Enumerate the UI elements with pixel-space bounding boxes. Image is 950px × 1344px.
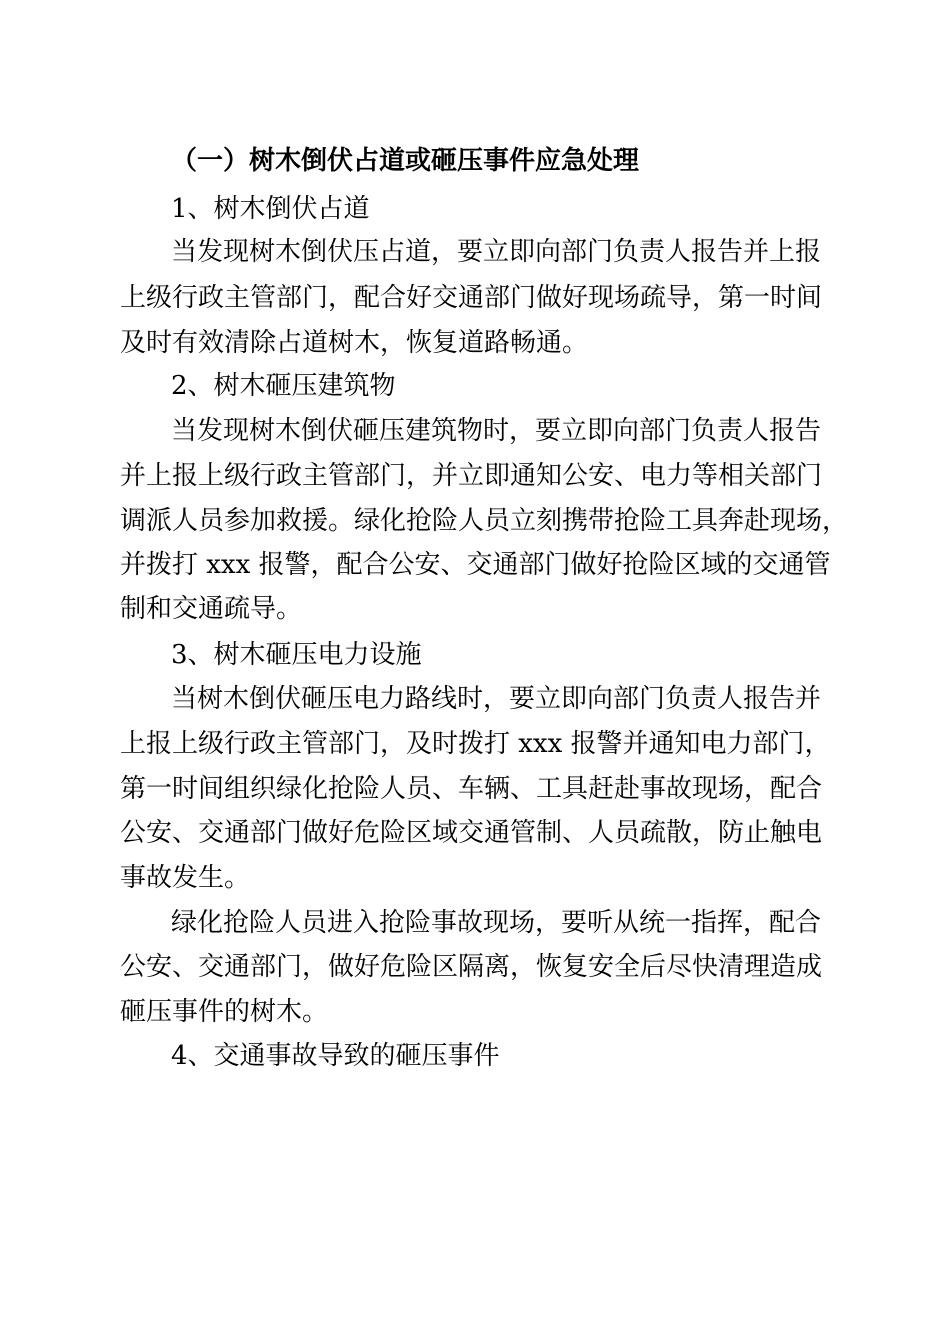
item2-paragraph-line-3: 调派人员参加救援。绿化抢险人员立刻携带抢险工具奔赴现场，: [120, 506, 849, 536]
section-heading: （一）树木倒伏占道或砸压事件应急处理: [171, 146, 640, 176]
item2-paragraph-line-1: 当发现树木倒伏砸压建筑物时，要立即向部门负责人报告: [171, 416, 822, 446]
item2-paragraph-line-5: 制和交通疏导。: [120, 594, 303, 624]
item2-title: 2、树木砸压建筑物: [171, 371, 396, 401]
item3-paragraph1-line-4: 公安、交通部门做好危险区域交通管制、人员疏散，防止触电: [120, 818, 823, 848]
item3-paragraph2-line-2: 公安、交通部门，做好危险区隔离，恢复安全后尽快清理造成: [120, 952, 823, 982]
item3-paragraph2-line-3: 砸压事件的树木。: [120, 997, 329, 1027]
item2-paragraph-line-4: 并拨打 xxx 报警，配合公安、交通部门做好抢险区域的交通管: [120, 550, 831, 580]
item1-paragraph-line-2: 上级行政主管部门，配合好交通部门做好现场疏导，第一时间: [120, 283, 823, 313]
item1-paragraph-line-1: 当发现树木倒伏压占道，要立即向部门负责人报告并上报: [171, 237, 822, 267]
item3-paragraph1-line-3: 第一时间组织绿化抢险人员、车辆、工具赶赴事故现场，配合: [120, 774, 823, 804]
item4-title: 4、交通事故导致的砸压事件: [171, 1041, 500, 1071]
item1-title: 1、树木倒伏占道: [171, 194, 370, 224]
item1-paragraph-line-3: 及时有效清除占道树木，恢复道路畅通。: [120, 328, 589, 358]
item3-paragraph2-line-1: 绿化抢险人员进入抢险事故现场，要听从统一指挥，配合: [171, 908, 822, 938]
item3-paragraph1-line-1: 当树木倒伏砸压电力路线时，要立即向部门负责人报告并: [171, 684, 822, 714]
item2-paragraph-line-2: 并上报上级行政主管部门，并立即通知公安、电力等相关部门: [120, 461, 823, 491]
item3-paragraph1-line-2: 上报上级行政主管部门，及时拨打 xxx 报警并通知电力部门，: [120, 729, 831, 759]
item3-title: 3、树木砸压电力设施: [171, 640, 422, 670]
item3-paragraph1-line-5: 事故发生。: [120, 863, 251, 893]
